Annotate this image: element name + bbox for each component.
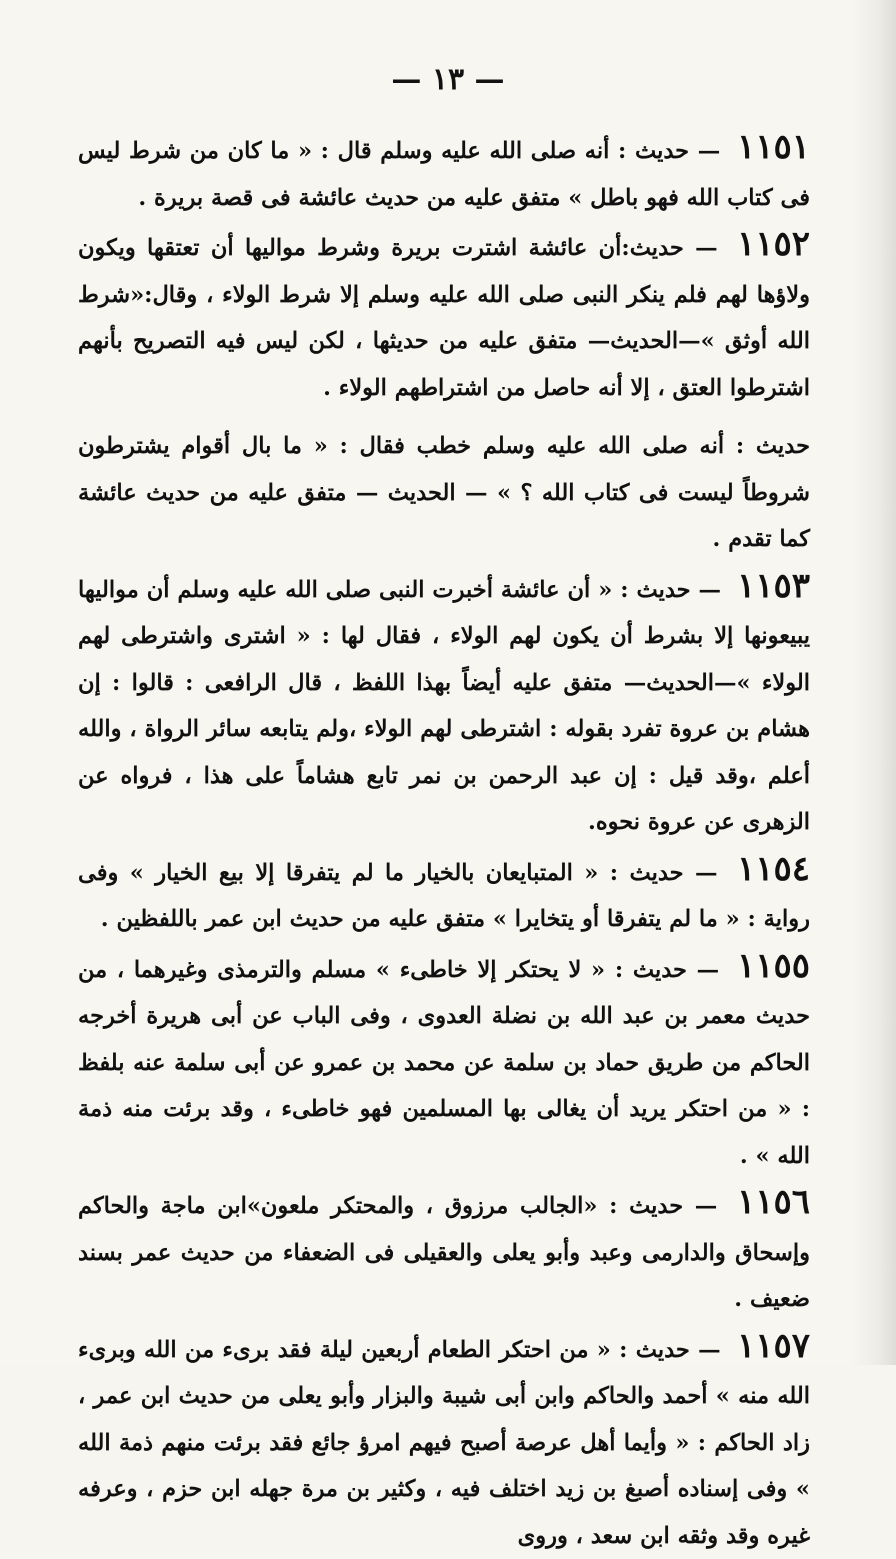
- hadith-number: ١١٥٤: [737, 849, 810, 889]
- hadith-text: — حديث:أن عائشة اشترت بريرة وشرط مواليها أن تعتقها ويكون ولاؤها لهم فلم ينكر النبى صلى الله عليه وسلم إلا شرط الولاء ، وقال:«شرط الله أوثق »—الحديث— متفق عليه من حديثها ، لكن ليس فيه التصريح بأنهم اشترطوا العتق ، إلا أنه حاصل من اشتراطهم الولاء .: [78, 235, 810, 401]
- hadith-1153: [78, 563, 810, 846]
- hadith-1157: [78, 1323, 810, 1559]
- hadith-1154: [78, 846, 810, 943]
- hadith-text: — حديث : « لا يحتكر إلا خاطىء » مسلم والترمذى وغيرهما ، من حديث معمر بن عبد الله بن نضلة العدوى ، وفى الباب عن أبى هريرة أخرجه الحاكم من طريق حماد بن سلمة عن محمد بن عمرو عن أبى سلمة عنه بلفظ : « من احتكر يريد أن يغالى بها المسلمين فهو خاطىء ، وقد برئت منه ذمة الله » .: [78, 957, 810, 1169]
- hadith-text: — حديث : « أن عائشة أخبرت النبى صلى الله عليه وسلم أن مواليها يبيعونها إلا بشرط أن يكون لهم الولاء ، فقال لها : « اشترى واشترطى لهم الولاء »—الحديث— متفق عليه أيضاً بهذا اللفظ ، قال الرافعى : قالوا : إن هشام بن عروة تفرد بقوله : اشترطى لهم الولاء ،ولم يتابعه سائر الرواة ، والله أعلم ،وقد قيل : إن عبد الرحمن بن نمر تابع هشاماً على هذا ، فرواه عن الزهرى عن عروة نحوه.: [78, 577, 810, 836]
- hadith-1151: [78, 124, 810, 221]
- hadith-number: ١١٥٦: [737, 1182, 810, 1222]
- hadith-number: ١١٥٧: [737, 1326, 810, 1366]
- hadith-text: حديث : أنه صلى الله عليه وسلم خطب فقال : « ما بال أقوام يشترطون شروطاً ليست فى كتاب الله ؟ » — الحديث — متفق عليه من حديث عائشة كما تقدم .: [78, 433, 810, 552]
- hadith-1156: [78, 1179, 810, 1323]
- page-number: — ١٣ —: [0, 62, 896, 97]
- hadith-number: ١١٥٣: [737, 566, 810, 606]
- hadith-number: ١١٥١: [737, 127, 810, 167]
- hadith-unnumbered: [78, 423, 810, 563]
- scan-shadow-edge: [850, 0, 896, 1365]
- hadith-number: ١١٥٥: [737, 946, 810, 986]
- hadith-1155: [78, 943, 810, 1180]
- hadith-1152: [78, 221, 810, 411]
- hadith-text: — حديث : « من احتكر الطعام أربعين ليلة فقد برىء من الله وبرىء الله منه » أحمد والحاكم وابن أبى شيبة والبزار وأبو يعلى من حديث ابن عمر ، زاد الحاكم : « وأيما أهل عرصة أصبح فيهم امرؤ جائع فقد برئت منهم ذمة الله » وفى إسناده أصبغ بن زيد اختلف فيه ، وكثير بن مرة جهله ابن حزم ، وعرفه غيره وقد وثقه ابن سعد ، وروى: [78, 1337, 810, 1549]
- hadith-text: — حديث : أنه صلى الله عليه وسلم قال : « ما كان من شرط ليس فى كتاب الله فهو باطل » متفق عليه من حديث عائشة فى قصة بريرة .: [78, 138, 810, 211]
- hadith-number: ١١٥٢: [737, 224, 810, 264]
- hadith-text: — حديث : «الجالب مرزوق ، والمحتكر ملعون»ابن ماجة والحاكم وإسحاق والدارمى وعبد وأبو يعلى والعقيلى فى الضعفاء من حديث عمر بسند ضعيف .: [78, 1193, 810, 1312]
- page-body: [78, 124, 810, 1559]
- hadith-text: — حديث : « المتبايعان بالخيار ما لم يتفرقا إلا بيع الخيار » وفى رواية : « ما لم يتفرقا أو يتخايرا » متفق عليه من حديث ابن عمر باللفظين .: [78, 860, 810, 933]
